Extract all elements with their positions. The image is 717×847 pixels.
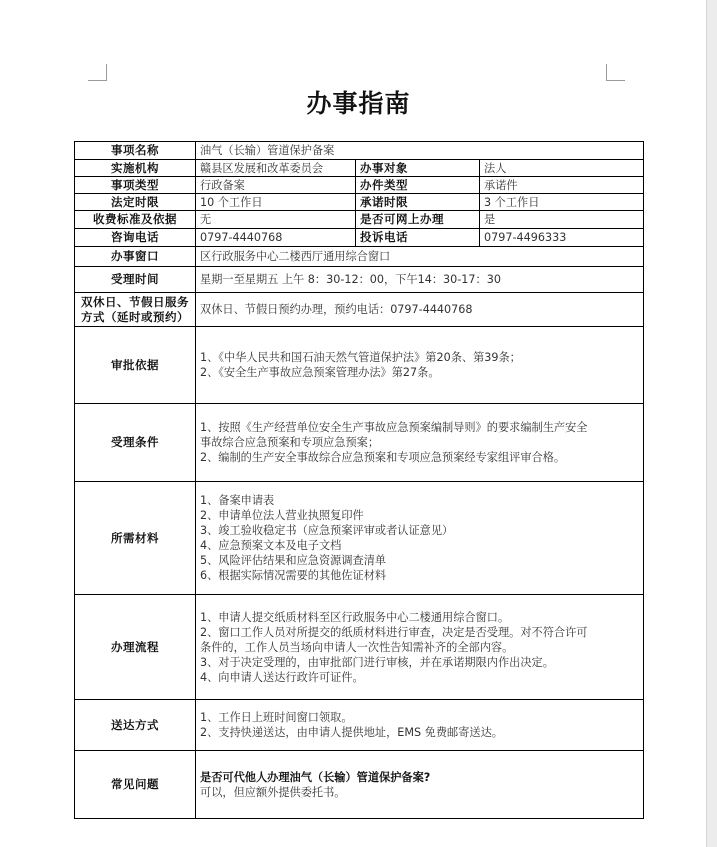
value-target: 法人 [480,160,644,177]
label-complaint-phone: 投诉电话 [356,229,480,247]
label-materials: 所需材料 [75,482,196,595]
row-faq [75,751,644,819]
faq-answer: 可以，但应额外提供委托书。 [200,785,346,799]
delivery-line: 2、支持快递送达，由申请人提供地址，EMS 免费邮寄送达。 [200,726,503,739]
label-basis: 审批依据 [75,327,196,404]
delivery-line: 1、工作日上班时间窗口领取。 [200,711,353,724]
value-window: 区行政服务中心二楼西厅通用综合窗口 [196,247,644,267]
materials-line: 3、竣工验收稳定书（应急预案评审或者认证意见） [200,524,454,537]
row-basis [75,327,644,404]
row-conditions [75,404,644,482]
label-holiday-line2: 方式（延时或预约） [81,309,189,324]
value-basis [196,327,644,404]
value-item-name: 油气（长输）管道保护备案 [196,142,644,160]
row-item-name [75,142,644,160]
value-type: 行政备案 [196,177,356,194]
label-legal-limit: 法定时限 [75,194,196,211]
conditions-line: 事故综合应急预案和专项应急预案； [200,436,380,449]
crop-mark-top-right [606,64,625,81]
row-materials [75,482,644,595]
materials-line: 5、风险评估结果和应急资源调查清单 [200,554,387,567]
materials-line: 4、应急预案文本及电子文档 [200,539,342,552]
label-delivery: 送达方式 [75,700,196,751]
row-limit [75,194,644,211]
label-item-name: 事项名称 [75,142,196,160]
label-window: 办事窗口 [75,247,196,267]
label-consult-phone: 咨询电话 [75,229,196,247]
row-window [75,247,644,267]
row-type [75,177,644,194]
label-agency: 实施机构 [75,160,196,177]
process-line: 1、申请人提交纸质材料至区行政服务中心二楼通用综合窗口。 [200,610,510,624]
label-online: 是否可网上办理 [356,211,480,229]
label-process: 办理流程 [75,595,196,700]
conditions-line: 2、编制的生产安全事故综合应急预案和专项应急预案经专家组评审合格。 [200,451,566,464]
conditions-line: 1、按照《生产经营单位安全生产事故应急预案编制导则》的要求编制生产安全 [200,421,588,434]
materials-line: 1、备案申请表 [200,494,275,507]
value-online: 是 [480,211,644,229]
basis-line: 1、《中华人民共和国石油天然气管道保护法》第20条、第39条； [200,351,521,364]
value-fee: 无 [196,211,356,229]
row-process [75,595,644,700]
process-line: 条件的，工作人员当场向申请人一次性告知需补齐的全部内容。 [200,640,514,654]
value-delivery [196,700,644,751]
materials-line: 6、根据实际情况需要的其他佐证材料 [200,569,387,582]
faq-question: 是否可代他人办理油气（长输）管道保护备案? [200,770,431,784]
row-phone [75,229,644,247]
label-promised-limit: 承诺时限 [356,194,480,211]
value-hours: 星期一至星期五 上午 8：30-12：00，下午14：30-17：30 [196,267,644,293]
row-fee [75,211,644,229]
value-conditions [196,404,644,482]
value-complaint-phone: 0797-4496333 [480,229,644,247]
label-conditions: 受理条件 [75,404,196,482]
process-line: 2、窗口工作人员对所提交的纸质材料进行审查，决定是否受理。对不符合许可 [200,625,588,639]
row-delivery [75,700,644,751]
row-hours [75,267,644,293]
label-faq: 常见问题 [75,751,196,819]
label-hours: 受理时间 [75,267,196,293]
materials-line: 2、申请单位法人营业执照复印件 [200,509,364,522]
crop-mark-top-left [88,64,107,81]
label-case-type: 办件类型 [356,177,480,194]
guide-table [74,141,644,819]
process-line: 4、向申请人送达行政许可证件。 [200,670,364,684]
value-holiday: 双休日、节假日预约办理，预约电话：0797-4440768 [196,293,644,327]
value-promised-limit: 3 个工作日 [480,194,644,211]
label-holiday-line1: 双休日、节假日服务 [81,294,189,309]
label-type: 事项类型 [75,177,196,194]
label-fee: 收费标准及依据 [75,211,196,229]
value-case-type: 承诺件 [480,177,644,194]
page-edge [706,0,717,847]
value-consult-phone: 0797-4440768 [196,229,356,247]
basis-line: 2、《安全生产事故应急预案管理办法》第27条。 [200,366,440,379]
label-target: 办事对象 [356,160,480,177]
value-process [196,595,644,700]
value-materials [196,482,644,595]
label-holiday [75,293,196,327]
value-agency: 赣县区发展和改革委员会 [196,160,356,177]
page-title: 办事指南 [306,89,411,118]
value-legal-limit: 10 个工作日 [196,194,356,211]
row-agency [75,160,644,177]
row-holiday [75,293,644,327]
process-line: 3、对于决定受理的，由审批部门进行审核，并在承诺期限内作出决定。 [200,655,554,669]
value-faq [196,751,644,819]
